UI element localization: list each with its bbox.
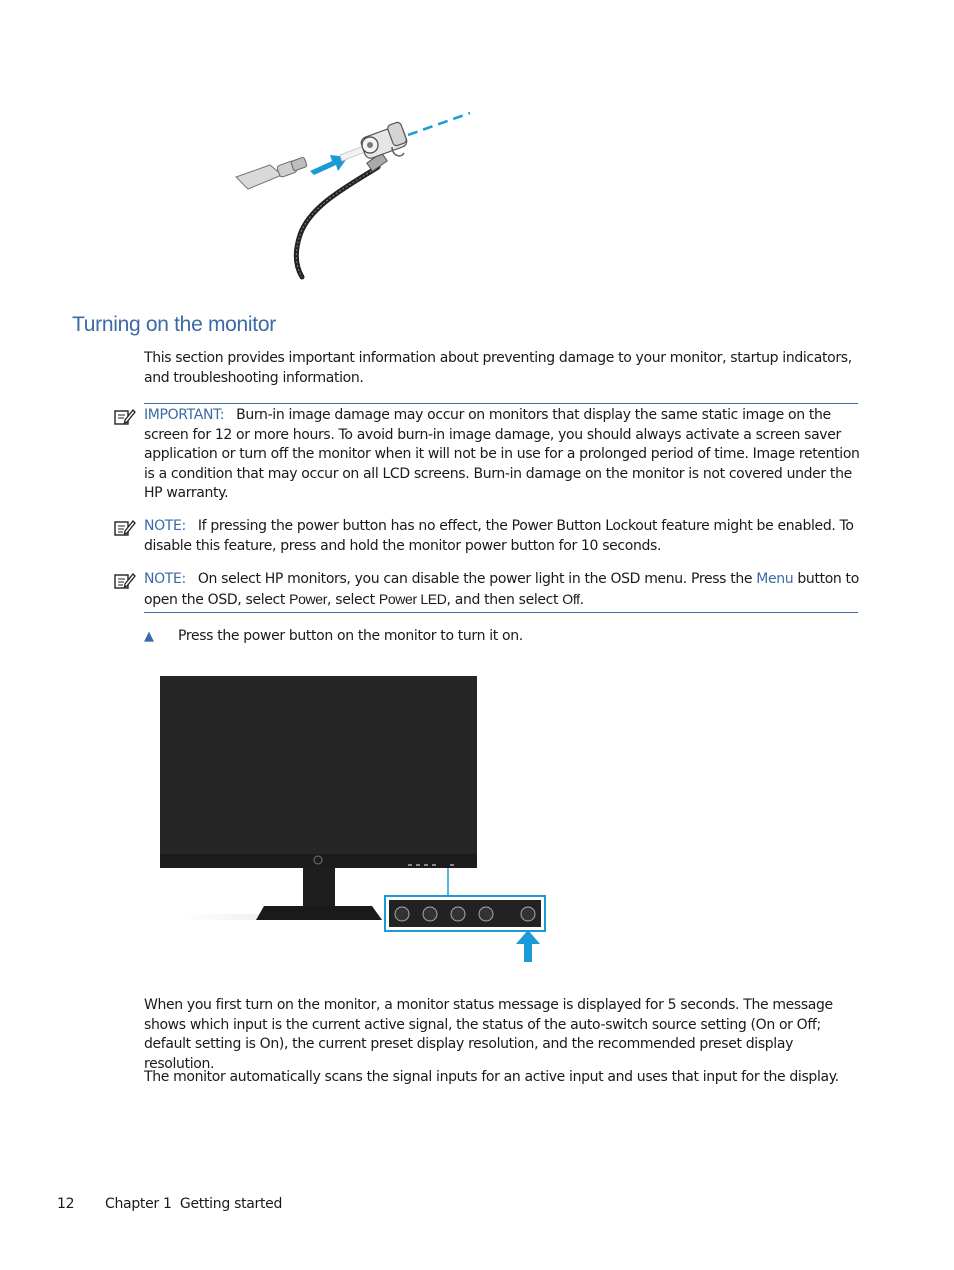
note-text-part: button to open the OSD, select — [144, 571, 859, 608]
note-label: NOTE: — [144, 571, 186, 587]
note-label: NOTE: — [144, 518, 186, 534]
section-title: Turning on the monitor — [72, 313, 276, 336]
off-reference: Off — [562, 590, 580, 607]
note-pencil-icon — [114, 408, 136, 426]
important-text: Burn-in image damage may occur on monitors that display the same static image on the screen for 12 or more hours. To avoid burn-in image damage, you should always activate a screen saver application or turn off the monitor when it will not be in use for a prolonged period of time. Image retention is a condition that may occur on all LCD screens. Burn-in damage on the monitor is not covered under the HP warranty. — [144, 407, 860, 501]
step-text: Press the power button on the monitor to turn it on. — [178, 628, 523, 644]
notice-top-rule — [144, 403, 858, 404]
important-label: IMPORTANT: — [144, 407, 225, 423]
note-power-lockout — [144, 517, 860, 556]
note-pencil-icon — [114, 519, 136, 537]
status-message-paragraph: When you first turn on the monitor, a monitor status message is displayed for 5 seconds. The message shows which input is the current active signal, the status of the auto-switch source setting (On or Off; default setting is On), the current preset display resolution, and the recommended preset display resolution. — [144, 997, 833, 1072]
power-led-reference: Power LED — [378, 590, 447, 607]
monitor-illustration — [160, 674, 560, 966]
scan-paragraph: The monitor automatically scans the signal inputs for an active input and uses that input for the display. — [144, 1069, 839, 1085]
note-text-part: . — [579, 591, 584, 608]
chapter-footer: Chapter 1 Getting started — [105, 1196, 283, 1212]
note-text-part: , select — [327, 591, 379, 608]
page-number: 12 — [57, 1196, 75, 1212]
step-item — [144, 627, 844, 647]
note-text-part: On select HP monitors, you can disable the power light in the OSD menu. Press the — [197, 571, 757, 587]
menu-button-reference[interactable]: Menu — [756, 571, 794, 587]
notice-bottom-rule — [144, 612, 858, 613]
note-text: If pressing the power button has no effect, the Power Button Lockout feature might be enabled. To disable this feature, press and hold the monitor power button for 10 seconds. — [144, 518, 854, 554]
note-power-light — [144, 570, 860, 610]
power-menu-reference: Power — [289, 590, 328, 607]
cable-lock-illustration — [230, 105, 480, 285]
intro-paragraph: This section provides important information about preventing damage to your monitor, startup indicators, and troubleshooting information. — [144, 350, 852, 386]
important-notice — [144, 406, 860, 504]
note-pencil-icon — [114, 572, 136, 590]
step-triangle-icon: ▲ — [144, 629, 154, 644]
note-text-part: , and then select — [446, 591, 563, 608]
arrow-up-icon — [516, 930, 540, 962]
